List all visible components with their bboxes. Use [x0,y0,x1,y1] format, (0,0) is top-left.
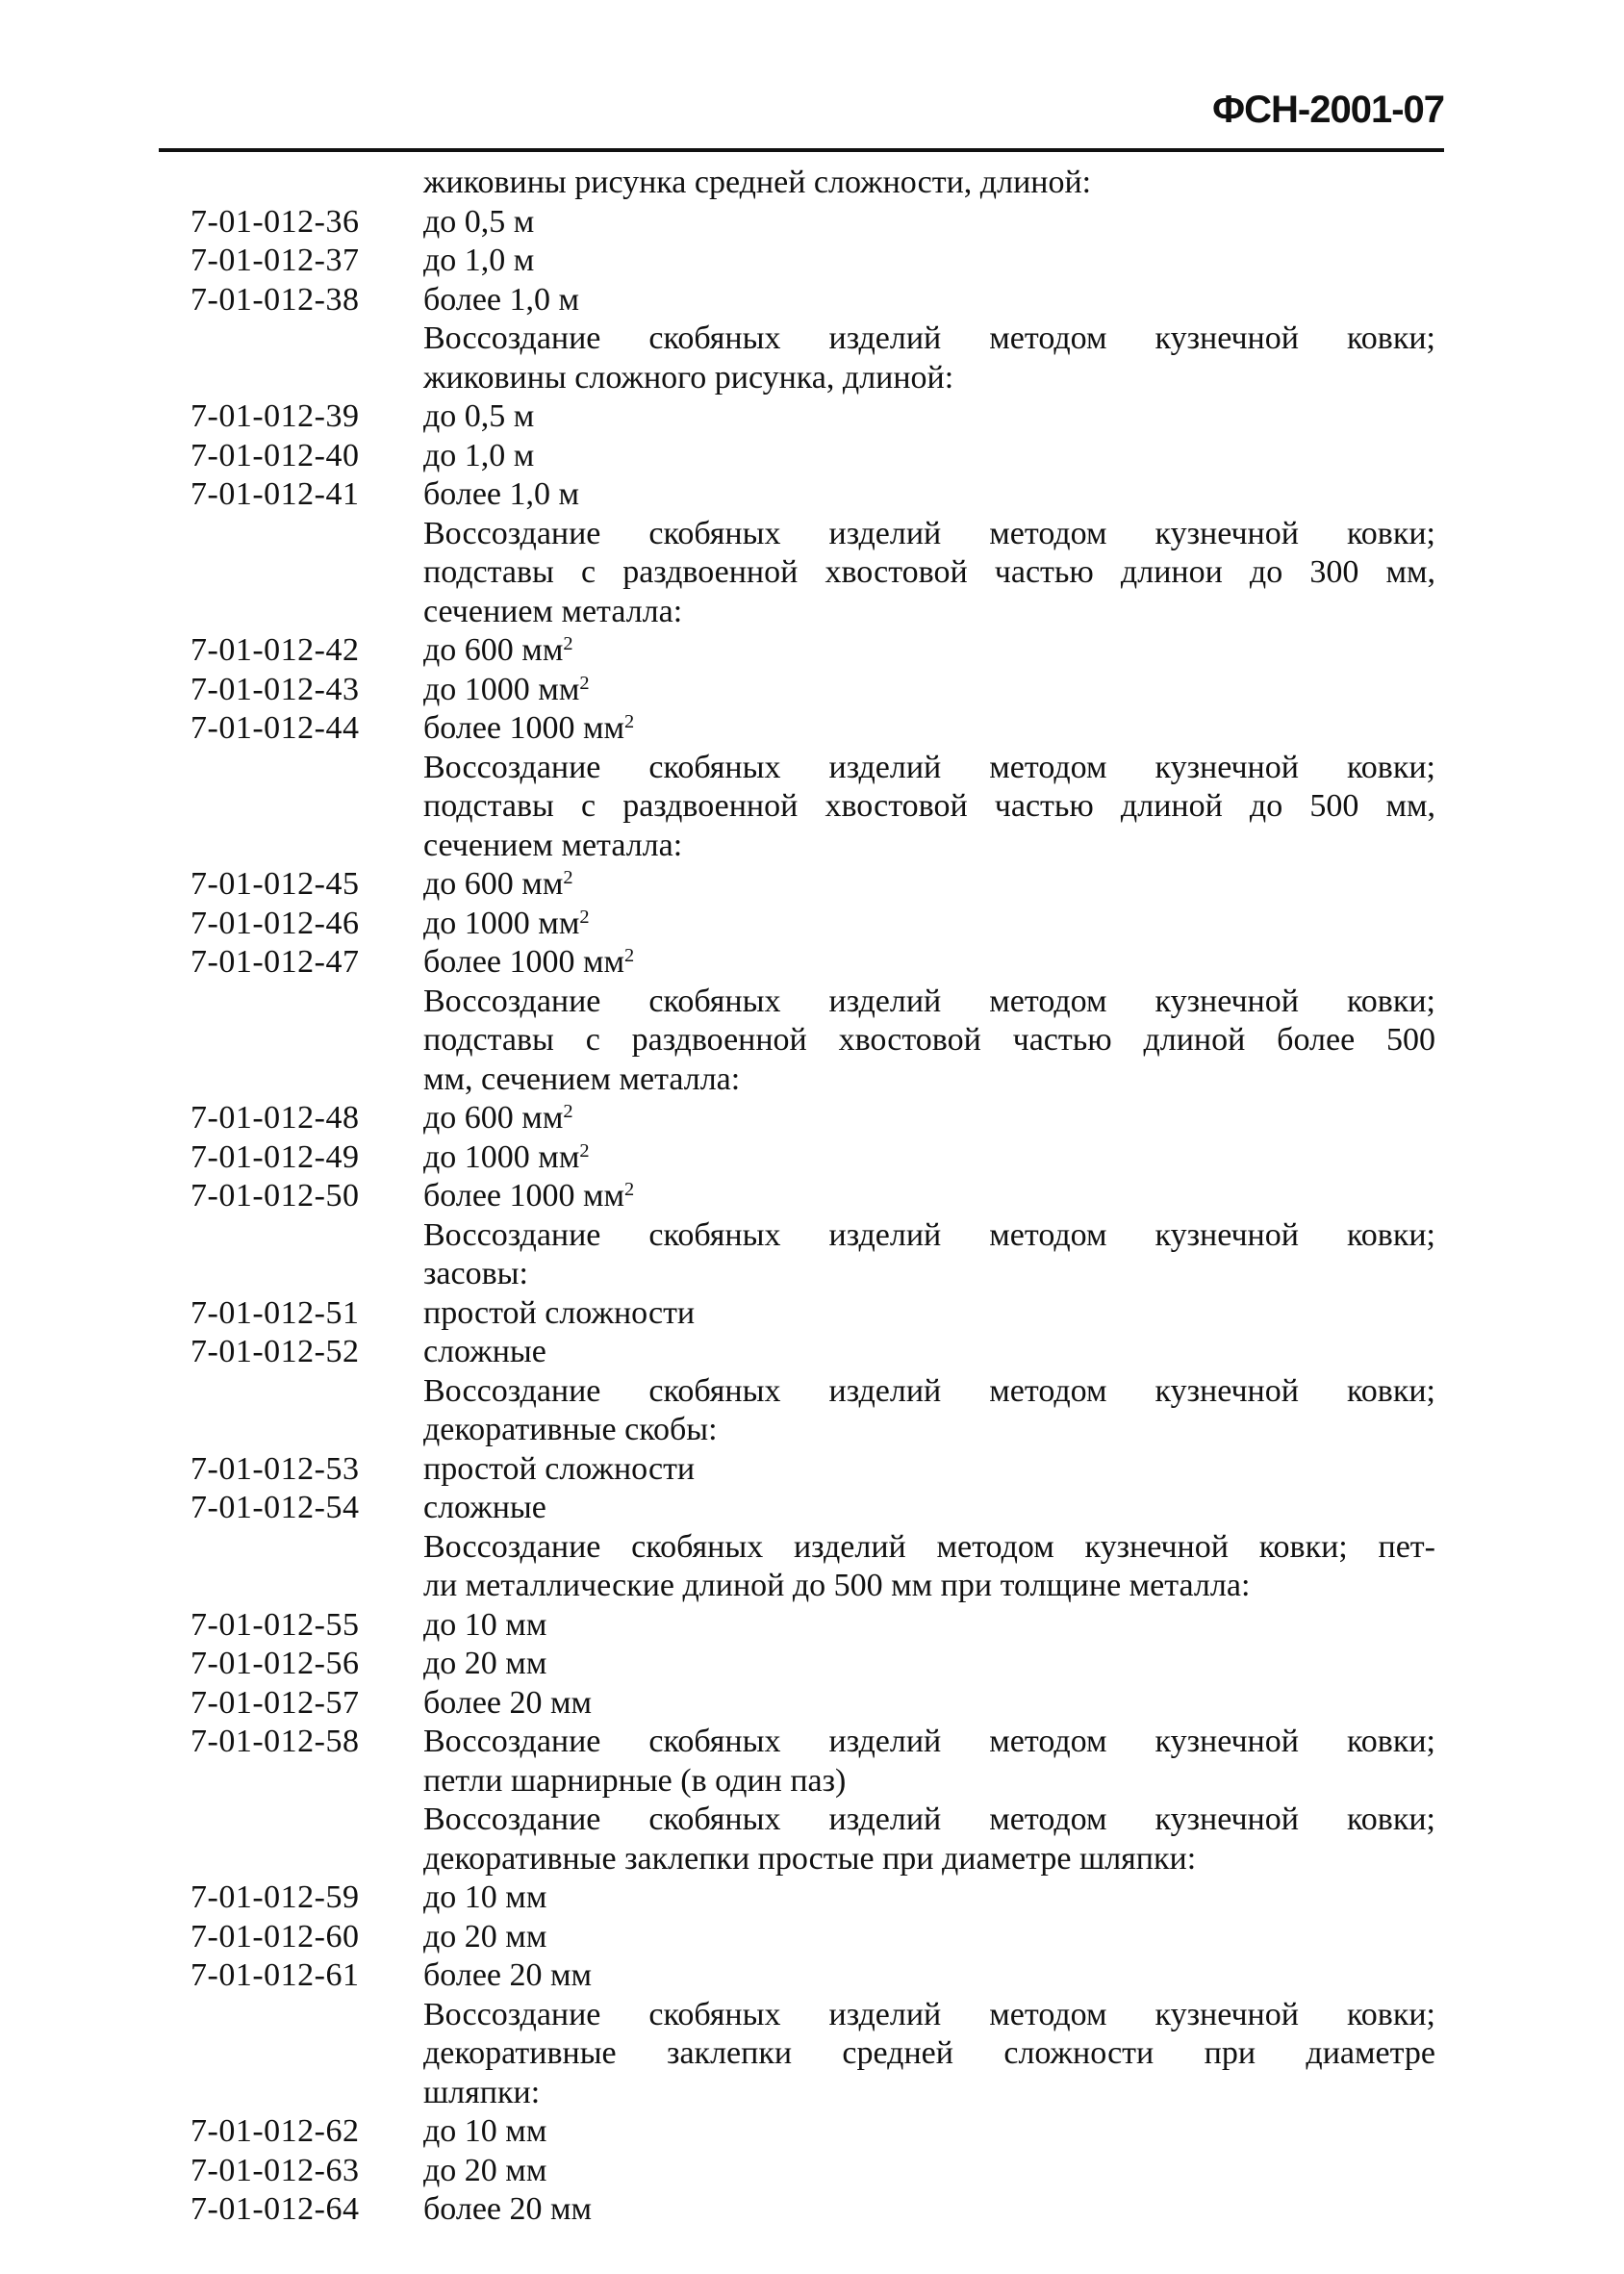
norm-row [190,2112,1441,2152]
norm-description [423,1333,1435,1372]
norm-description-text: более 1000 мм [423,710,625,746]
norm-description-text: до 0,5 м [423,203,535,240]
norm-description-text: более 1,0 м [423,281,580,318]
norm-description [423,397,1435,437]
norm-description-text: до 1000 мм [423,905,580,941]
norm-description-text: до 600 мм [423,866,564,902]
norm-description [423,1021,1435,1060]
norm-description [423,593,1435,632]
norm-code [190,1567,423,1606]
norm-description [423,164,1435,203]
norm-description-text: Воссоздание скобяных изделий методом кузнечной ковки; [423,983,1435,1019]
norm-description [423,1450,1435,1490]
norm-description-text: до 600 мм [423,1100,564,1136]
norm-row [190,203,1441,243]
norm-text-line [190,515,1441,554]
norm-description [423,749,1435,788]
norm-code: 7-01-012-49 [190,1138,360,1175]
norm-row [190,1956,1441,1996]
norm-code: 7-01-012-60 [190,1918,360,1955]
norm-row [190,1450,1441,1490]
norm-row [190,1138,1441,1178]
norm-description [423,1684,1435,1724]
norm-description-text: Воссоздание скобяных изделий методом кузнечной ковки; [423,515,1435,551]
norm-description-text: подставы с раздвоенной хвостовой частью длиной более 500 [423,1022,1435,1058]
norm-code: 7-01-012-51 [190,1294,360,1331]
norm-description-text: более 20 мм [423,1684,593,1721]
norm-code [190,1021,423,1060]
norm-description-text: до 1000 мм [423,1138,580,1175]
norm-row [190,1294,1441,1334]
norm-code: 7-01-012-54 [190,1490,360,1525]
norm-code [190,1216,423,1256]
norm-description [423,1411,1435,1450]
norm-description-text: декоративные скобы: [423,1412,718,1447]
norm-code: 7-01-012-53 [190,1450,360,1487]
norm-code [190,1528,423,1568]
norm-description [423,1878,1435,1918]
norm-code: 7-01-012-62 [190,2113,360,2149]
norm-text-line [190,1840,1441,1879]
norm-row [190,1878,1441,1918]
page-header [159,89,1444,150]
norm-description-text: до 1,0 м [423,437,535,473]
norm-description [423,553,1435,593]
norm-row [190,1645,1441,1684]
norm-code [190,515,423,554]
norm-code: 7-01-012-55 [190,1606,360,1643]
norm-text-line [190,1528,1441,1568]
norm-description-text: Воссоздание скобяных изделий методом кузнечной ковки; пет- [423,1528,1435,1565]
unit-superscript: 2 [563,866,573,888]
norm-row [190,1099,1441,1138]
norm-description [423,671,1435,710]
norm-description [423,1060,1435,1100]
norm-description-text: до 10 мм [423,2113,547,2149]
norm-row [190,242,1441,281]
norm-row [190,437,1441,476]
norm-description [423,1956,1435,1996]
header-rule [159,148,1444,152]
norm-description-text: декоративные заклепки средней сложности при диаметре [423,2035,1435,2071]
norm-description-text: Воссоздание скобяных изделий методом кузнечной ковки; [423,1372,1435,1409]
norm-description [423,1918,1435,1957]
norm-code [190,2074,423,2113]
unit-superscript: 2 [579,1139,590,1162]
norm-code: 7-01-012-42 [190,632,360,668]
norm-code [190,983,423,1022]
norm-text-line [190,1021,1441,1060]
unit-superscript: 2 [624,1178,635,1200]
norm-row [190,1489,1441,1528]
document-code: ФСН-2001-07 [1211,89,1444,131]
norm-description-text: до 0,5 м [423,398,535,434]
norm-description-text: до 600 мм [423,632,564,668]
norm-row [190,671,1441,710]
norm-description [423,1840,1435,1879]
norm-description [423,1996,1435,2035]
norm-code: 7-01-012-50 [190,1178,360,1214]
norm-code [190,2034,423,2074]
norm-description [423,709,1435,749]
norm-description-text: до 10 мм [423,1606,547,1643]
norm-description-text: более 20 мм [423,1957,593,1993]
norm-text-line [190,319,1441,359]
norm-description-text: более 1,0 м [423,476,580,512]
norm-code: 7-01-012-43 [190,671,360,707]
norm-description [423,631,1435,671]
norm-code [190,787,423,827]
norm-text-line [190,983,1441,1022]
norm-description [423,515,1435,554]
norm-row [190,709,1441,749]
norm-description-text: декоративные заклепки простые при диаметре шляпки: [423,1840,1197,1877]
norm-text-line [190,359,1441,398]
norm-text-line [190,827,1441,866]
norm-description-text: ли металлические длиной до 500 мм при толщине металла: [423,1568,1251,1603]
norm-description-text: подставы с раздвоенной хвостовой частью длинои до 300 мм, [423,554,1435,590]
norm-description [423,1801,1435,1840]
norm-code: 7-01-012-58 [190,1724,360,1759]
norm-code [190,1762,423,1801]
norm-description-text: простой сложности [423,1294,696,1331]
norm-code [190,1411,423,1450]
norm-description [423,827,1435,866]
norm-description [423,905,1435,944]
norm-description-text: более 1000 мм [423,1178,625,1214]
norm-description [423,1372,1435,1412]
norm-description-text: до 1000 мм [423,671,580,707]
norm-row [190,943,1441,983]
norm-code: 7-01-012-44 [190,710,360,746]
unit-superscript: 2 [624,710,635,732]
norm-description-text: до 10 мм [423,1879,547,1915]
norm-code: 7-01-012-63 [190,2152,360,2188]
norm-description-text: сложные [423,1334,546,1369]
norm-description [423,1294,1435,1334]
norm-description [423,2190,1435,2230]
norm-description [423,437,1435,476]
norm-text-line [190,787,1441,827]
norm-row [190,2152,1441,2191]
norm-row [190,1723,1441,1762]
norm-description-text: засовы: [423,1256,528,1291]
norm-code: 7-01-012-45 [190,866,360,902]
norm-text-line [190,1060,1441,1100]
norm-row [190,281,1441,320]
norm-description-text: до 20 мм [423,1918,547,1955]
norm-description-text: сечением металла: [423,827,683,863]
norm-text-line [190,1801,1441,1840]
norm-description-text: Воссоздание скобяных изделий методом кузнечной ковки; [423,320,1435,356]
norm-description [423,1177,1435,1216]
norms-list [190,164,1441,2230]
norm-description-text: более 20 мм [423,2191,593,2227]
norm-text-line [190,1255,1441,1294]
norm-description [423,319,1435,359]
norm-code [190,319,423,359]
norm-description-text: жиковины сложного рисунка, длиной: [423,359,954,396]
norm-text-line [190,1762,1441,1801]
norm-text-line [190,2034,1441,2074]
norm-text-line [190,593,1441,632]
norm-code: 7-01-012-59 [190,1879,360,1915]
norm-row [190,1918,1441,1957]
norm-text-line [190,1411,1441,1450]
norm-code [190,359,423,398]
norm-code: 7-01-012-37 [190,243,360,278]
norm-code: 7-01-012-40 [190,437,360,473]
norm-code: 7-01-012-39 [190,398,360,434]
norm-code: 7-01-012-46 [190,905,360,941]
norm-description [423,865,1435,905]
norm-text-line [190,1567,1441,1606]
norm-description [423,1762,1435,1801]
unit-superscript: 2 [579,906,590,928]
norm-code [190,1996,423,2035]
unit-superscript: 2 [563,1100,573,1122]
norm-text-line [190,1996,1441,2035]
norm-description-text: до 1,0 м [423,243,535,278]
norm-row [190,1177,1441,1216]
norm-text-line [190,2074,1441,2113]
norm-description-text: мм, сечением металла: [423,1060,741,1097]
norm-code: 7-01-012-36 [190,203,360,240]
norm-description-text: Воссоздание скобяных изделий методом кузнечной ковки; [423,1216,1435,1253]
norm-description [423,1723,1435,1762]
norm-description [423,281,1435,320]
norm-description [423,1606,1435,1646]
norm-text-line [190,1216,1441,1256]
norm-description-text: Воссоздание скобяных изделий методом кузнечной ковки; [423,1724,1435,1759]
norm-code: 7-01-012-38 [190,281,360,318]
unit-superscript: 2 [624,944,635,966]
norm-row [190,475,1441,515]
norm-text-line [190,1372,1441,1412]
norm-description-text: Воссоздание скобяных изделий методом кузнечной ковки; [423,1801,1435,1837]
norm-code [190,749,423,788]
norm-description [423,1099,1435,1138]
norm-code [190,553,423,593]
norm-code: 7-01-012-52 [190,1334,360,1369]
norm-description-text: петли шарнирные (в один паз) [423,1762,847,1799]
norm-text-line [190,164,1441,203]
norm-description [423,242,1435,281]
norm-code [190,1255,423,1294]
norm-description [423,943,1435,983]
norm-code [190,164,423,203]
norm-description-text: до 20 мм [423,1646,547,1681]
norm-description-text: сложные [423,1490,546,1525]
norm-code: 7-01-012-56 [190,1646,360,1681]
norm-description-text: более 1000 мм [423,944,625,980]
norm-row [190,905,1441,944]
norm-description-text: шляпки: [423,2074,541,2110]
norm-row [190,865,1441,905]
norm-description-text: жиковины рисунка средней сложности, длиной: [423,165,1092,200]
norm-description-text: подставы с раздвоенной хвостовой частью длиной до 500 мм, [423,788,1435,824]
norm-row [190,1333,1441,1372]
norm-description [423,2034,1435,2074]
norm-text-line [190,749,1441,788]
norm-row [190,1606,1441,1646]
norm-description [423,787,1435,827]
norm-description-text: простой сложности [423,1450,696,1487]
norm-code [190,1372,423,1412]
norm-description [423,1255,1435,1294]
norm-description [423,1567,1435,1606]
norm-code: 7-01-012-48 [190,1100,360,1136]
norm-description [423,359,1435,398]
unit-superscript: 2 [579,672,590,694]
norm-code: 7-01-012-61 [190,1957,360,1993]
unit-superscript: 2 [563,632,573,654]
norm-description [423,2074,1435,2113]
norm-description [423,983,1435,1022]
norm-row [190,1684,1441,1724]
norm-code: 7-01-012-57 [190,1684,360,1721]
norm-code [190,593,423,632]
norm-description [423,203,1435,243]
norm-description-text: сечением металла: [423,593,683,629]
norm-description [423,1528,1435,1568]
norm-description [423,2152,1435,2191]
norm-code: 7-01-012-47 [190,944,360,980]
norm-description [423,475,1435,515]
norm-text-line [190,553,1441,593]
norm-description [423,1645,1435,1684]
norm-row [190,631,1441,671]
norm-row [190,2190,1441,2230]
norm-code: 7-01-012-64 [190,2191,360,2227]
norm-description-text: Воссоздание скобяных изделий методом кузнечной ковки; [423,749,1435,785]
norm-code [190,1060,423,1100]
norm-row [190,397,1441,437]
norm-description [423,1489,1435,1528]
norm-description [423,1216,1435,1256]
norm-description-text: Воссоздание скобяных изделий методом кузнечной ковки; [423,1996,1435,2032]
norm-code [190,827,423,866]
norm-code [190,1840,423,1879]
norm-description [423,2112,1435,2152]
norm-code [190,1801,423,1840]
norm-description-text: до 20 мм [423,2152,547,2188]
norm-description [423,1138,1435,1178]
norm-code: 7-01-012-41 [190,476,360,512]
